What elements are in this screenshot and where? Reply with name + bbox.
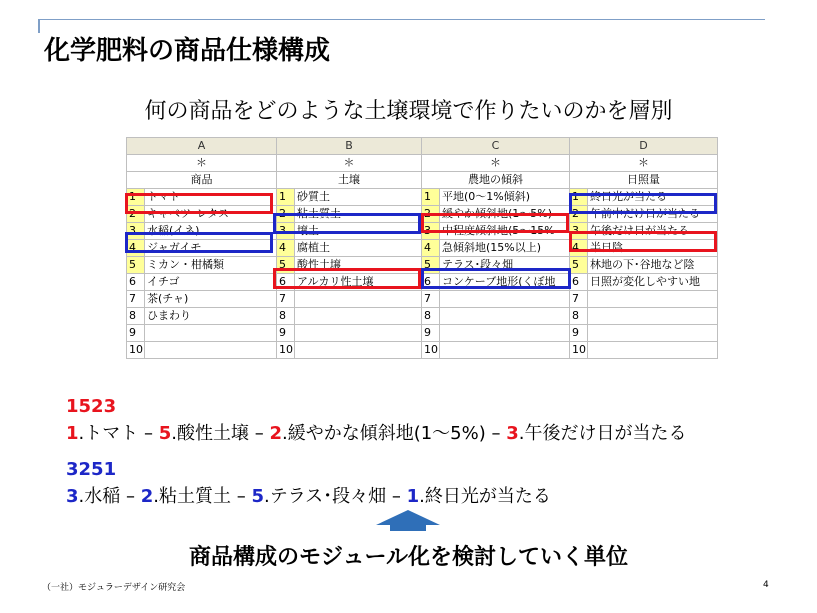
cell-b[interactable]: 腐植土 — [295, 240, 422, 257]
cell-b[interactable]: 砂質土 — [295, 189, 422, 206]
column-header-3[interactable]: D — [570, 138, 718, 155]
cell-d[interactable]: 半日陰 — [588, 240, 718, 257]
cell-b[interactable]: アルカリ性土壌 — [295, 274, 422, 291]
star-cell-0[interactable]: ＊ — [127, 155, 277, 172]
category-header-2[interactable]: 農地の傾斜 — [422, 172, 570, 189]
row-number-a[interactable]: 3 — [127, 223, 145, 240]
cell-a[interactable]: トマト — [145, 189, 277, 206]
highlight-c5-blue — [421, 268, 571, 289]
row-number-c[interactable]: 6 — [422, 274, 440, 291]
code-digit: 1 — [66, 423, 79, 444]
title-accent-bar — [38, 19, 40, 33]
cell-a[interactable] — [145, 325, 277, 342]
row-number-c[interactable]: 2 — [422, 206, 440, 223]
row-number-b[interactable]: 8 — [277, 308, 295, 325]
column-letter-row — [127, 138, 718, 155]
row-number-d[interactable]: 5 — [570, 257, 588, 274]
row-number-b[interactable]: 9 — [277, 325, 295, 342]
row-number-b[interactable]: 7 — [277, 291, 295, 308]
cell-d[interactable] — [588, 291, 718, 308]
cell-b[interactable] — [295, 308, 422, 325]
code-item-text: .水稲 — [78, 486, 121, 507]
cell-a[interactable]: ひまわり — [145, 308, 277, 325]
code-item-text: .テラス･段々畑 — [263, 486, 387, 507]
row-number-c[interactable]: 9 — [422, 325, 440, 342]
cell-d[interactable] — [588, 308, 718, 325]
star-cell-3[interactable]: ＊ — [570, 155, 718, 172]
row-number-a[interactable]: 5 — [127, 257, 145, 274]
cell-a[interactable]: 茶(チャ) — [145, 291, 277, 308]
table-row — [127, 325, 718, 342]
cell-c[interactable]: 中程度傾斜地(5〜15% — [440, 223, 570, 240]
highlight-d3-red — [569, 231, 717, 252]
row-number-a[interactable]: 2 — [127, 206, 145, 223]
row-number-d[interactable]: 10 — [570, 342, 588, 359]
cell-a[interactable]: キャベツ･レタス — [145, 206, 277, 223]
row-number-c[interactable]: 10 — [422, 342, 440, 359]
code-item-text: .緩やかな傾斜地(1〜5%) — [281, 423, 486, 444]
row-number-b[interactable]: 5 — [277, 257, 295, 274]
row-number-d[interactable]: 4 — [570, 240, 588, 257]
code-digit: 2 — [140, 486, 154, 507]
title-rule — [38, 19, 765, 20]
example2-code: 3251 — [66, 459, 117, 480]
row-number-a[interactable]: 7 — [127, 291, 145, 308]
cell-b[interactable]: 粘土質土 — [295, 206, 422, 223]
cell-c[interactable]: 平地(0〜1%傾斜) — [440, 189, 570, 206]
category-header-3[interactable]: 日照量 — [570, 172, 718, 189]
cell-c[interactable] — [440, 325, 570, 342]
row-number-d[interactable]: 3 — [570, 223, 588, 240]
row-number-d[interactable]: 7 — [570, 291, 588, 308]
code-item-text: .トマト — [78, 423, 139, 444]
star-row — [127, 155, 718, 172]
code-item-text: .粘土質土 — [153, 486, 231, 507]
separator: – — [485, 423, 507, 444]
example1-code: 1523 — [66, 396, 117, 417]
code-item-text: .酸性土壌 — [171, 423, 249, 444]
code-digit: 3 — [66, 486, 79, 507]
cell-b[interactable] — [295, 291, 422, 308]
category-header-0[interactable]: 商品 — [127, 172, 277, 189]
row-number-d[interactable]: 8 — [570, 308, 588, 325]
separator: – — [120, 486, 141, 507]
separator: – — [230, 486, 252, 507]
row-number-d[interactable]: 9 — [570, 325, 588, 342]
cell-d[interactable]: 終日光が当たる — [588, 189, 718, 206]
example1-line — [66, 419, 686, 445]
row-number-a[interactable]: 6 — [127, 274, 145, 291]
highlight-a3-blue — [125, 232, 273, 253]
cell-a[interactable]: ジャガイモ — [145, 240, 277, 257]
page-number: 4 — [763, 580, 769, 590]
row-number-b[interactable]: 3 — [277, 223, 295, 240]
row-number-b[interactable]: 10 — [277, 342, 295, 359]
row-number-a[interactable]: 9 — [127, 325, 145, 342]
cell-b[interactable] — [295, 342, 422, 359]
code-digit: 5 — [251, 486, 264, 507]
example2-line — [66, 482, 551, 508]
cell-b[interactable]: 壌土 — [295, 223, 422, 240]
row-number-a[interactable]: 1 — [127, 189, 145, 206]
header-row — [127, 172, 718, 189]
cell-a[interactable]: ミカン・柑橘類 — [145, 257, 277, 274]
cell-b[interactable]: 酸性土壌 — [295, 257, 422, 274]
cell-d[interactable] — [588, 325, 718, 342]
table-row — [127, 291, 718, 308]
code-item-text: .終日光が当たる — [419, 486, 551, 507]
cell-d[interactable]: 日照が変化しやすい地 — [588, 274, 718, 291]
slide-subtitle: 何の商品をどのような土壌環境で作りたいのかを層別 — [144, 99, 673, 124]
cell-c[interactable]: コンケーブ地形(くぼ地 — [440, 274, 570, 291]
row-number-c[interactable]: 1 — [422, 189, 440, 206]
cell-a[interactable] — [145, 342, 277, 359]
highlight-b2-blue — [273, 213, 421, 234]
cell-c[interactable]: 緩やか傾斜地(1〜5%) — [440, 206, 570, 223]
cell-d[interactable]: 午前中だけ日が当たる — [588, 206, 718, 223]
row-number-a[interactable]: 10 — [127, 342, 145, 359]
column-header-0[interactable]: A — [127, 138, 277, 155]
row-number-c[interactable]: 7 — [422, 291, 440, 308]
highlight-b5-red — [273, 268, 421, 289]
table-row — [127, 308, 718, 325]
star-cell-1[interactable]: ＊ — [277, 155, 422, 172]
footer-organization: （一社）モジュラーデザイン研究会 — [42, 583, 186, 593]
cell-b[interactable] — [295, 325, 422, 342]
star-cell-2[interactable]: ＊ — [422, 155, 570, 172]
row-number-b[interactable]: 2 — [277, 206, 295, 223]
table-row — [127, 342, 718, 359]
code-digit: 5 — [158, 423, 172, 444]
code-item-text: .午後だけ日が当たる — [518, 423, 687, 444]
row-number-c[interactable]: 8 — [422, 308, 440, 325]
cell-d[interactable]: 午後だけ日が当たる — [588, 223, 718, 240]
cell-d[interactable] — [588, 342, 718, 359]
cell-c[interactable] — [440, 291, 570, 308]
category-header-1[interactable]: 土壌 — [277, 172, 422, 189]
highlight-a1-red — [125, 193, 273, 214]
cell-d[interactable]: 林地の下･谷地など陰 — [588, 257, 718, 274]
separator: – — [138, 423, 159, 444]
slide-title: 化学肥料の商品仕様構成 — [44, 36, 331, 66]
row-number-c[interactable]: 5 — [422, 257, 440, 274]
column-header-2[interactable]: C — [422, 138, 570, 155]
column-header-1[interactable]: B — [277, 138, 422, 155]
cell-c[interactable]: テラス･段々畑 — [440, 257, 570, 274]
row-number-b[interactable]: 6 — [277, 274, 295, 291]
row-number-a[interactable]: 4 — [127, 240, 145, 257]
row-number-b[interactable]: 4 — [277, 240, 295, 257]
cell-c[interactable] — [440, 308, 570, 325]
cell-a[interactable]: 水稲(イネ) — [145, 223, 277, 240]
cell-a[interactable]: イチゴ — [145, 274, 277, 291]
cell-c[interactable]: 急傾斜地(15%以上) — [440, 240, 570, 257]
code-digit: 3 — [506, 423, 519, 444]
cell-c[interactable] — [440, 342, 570, 359]
row-number-d[interactable]: 2 — [570, 206, 588, 223]
highlight-c2-red — [421, 213, 569, 233]
row-number-b[interactable]: 1 — [277, 189, 295, 206]
bottom-message: 商品構成のモジュール化を検討していく単位 — [188, 545, 629, 570]
highlight-d1-blue — [569, 193, 717, 214]
code-digit: 2 — [269, 423, 282, 444]
row-number-d[interactable]: 6 — [570, 274, 588, 291]
up-arrow-icon — [376, 510, 440, 525]
row-number-c[interactable]: 4 — [422, 240, 440, 257]
separator: – — [248, 423, 270, 444]
row-number-d[interactable]: 1 — [570, 189, 588, 206]
row-number-c[interactable]: 3 — [422, 223, 440, 240]
row-number-a[interactable]: 8 — [127, 308, 145, 325]
code-digit: 1 — [406, 486, 420, 507]
separator: – — [386, 486, 407, 507]
up-arrow-stem — [390, 525, 426, 531]
